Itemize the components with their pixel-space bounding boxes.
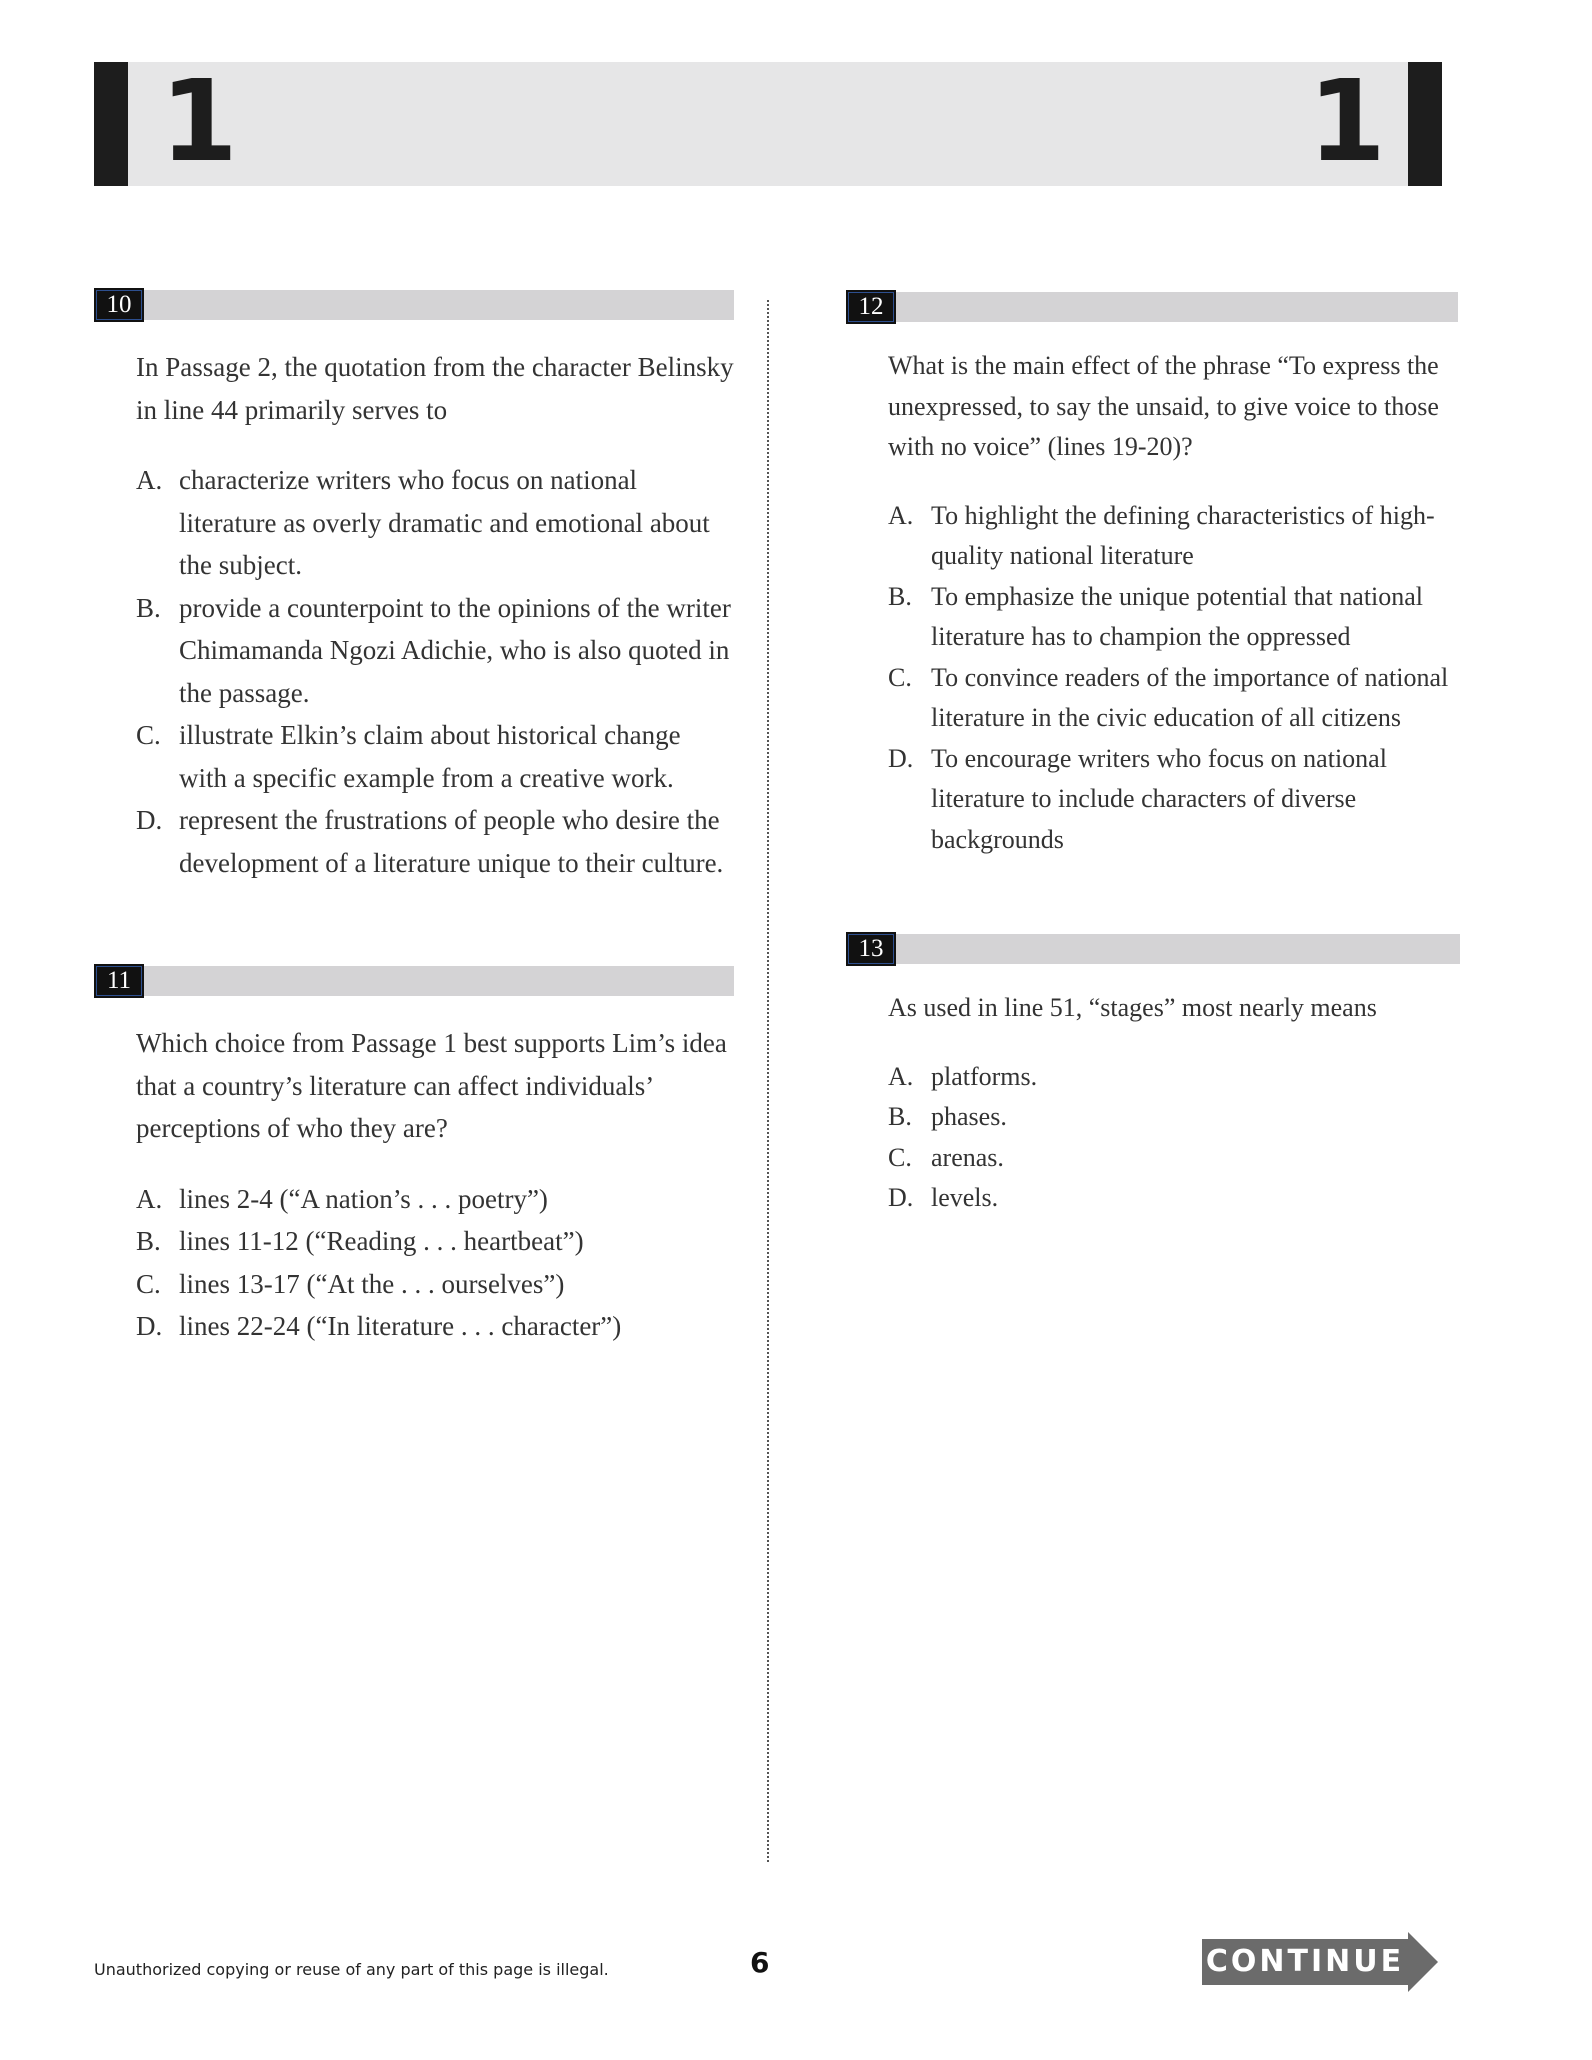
option-text: To encourage writers who focus on national literature to include characters of diverse backgrounds	[931, 743, 1387, 854]
copyright-notice: Unauthorized copying or reuse of any part of this page is illegal.	[94, 1960, 609, 1979]
answer-option-a[interactable]	[888, 1057, 1460, 1098]
question-header-bar	[94, 290, 734, 320]
answer-option-d[interactable]	[888, 739, 1458, 861]
option-text: phases.	[931, 1102, 1007, 1131]
question-header-bar	[846, 934, 1460, 964]
answer-option-b[interactable]	[136, 1220, 734, 1263]
option-letter: A.	[136, 1183, 163, 1214]
section-header-left-bar	[94, 62, 128, 186]
question-header	[846, 932, 1460, 964]
answer-option-b[interactable]	[888, 1097, 1460, 1138]
answer-option-c[interactable]	[136, 714, 734, 799]
option-letter: B.	[136, 592, 161, 623]
option-letter: D.	[888, 743, 914, 773]
question-header	[94, 288, 734, 320]
option-letter: B.	[136, 1226, 161, 1256]
option-letter: C.	[136, 1268, 161, 1299]
section-header-right-bar	[1408, 62, 1442, 186]
column-divider	[767, 300, 769, 1862]
option-letter: C.	[136, 720, 161, 750]
answer-option-d[interactable]	[888, 1178, 1460, 1219]
option-text: platforms.	[931, 1061, 1038, 1091]
answer-option-b[interactable]	[136, 587, 734, 715]
option-text: represent the frustrations of people who desire the development of a literature unique to their culture.	[179, 805, 724, 878]
question-number: 13	[846, 932, 896, 966]
question-stem: What is the main effect of the phrase “To express the unexpressed, to say the unsaid, to give voice to those with no voice” (lines 19-20)?	[888, 351, 1439, 461]
question-number: 10	[94, 288, 144, 322]
question-10	[94, 288, 734, 884]
answer-option-a[interactable]	[136, 459, 734, 587]
answer-option-c[interactable]	[888, 658, 1458, 739]
option-letter: B.	[888, 581, 912, 611]
option-letter: A.	[888, 1061, 914, 1091]
option-text: lines 11-12 (“Reading . . . heartbeat”)	[179, 1226, 584, 1256]
option-letter: D.	[888, 1183, 914, 1212]
question-stem: As used in line 51, “stages” most nearly means	[888, 993, 1377, 1022]
section-header-band	[94, 57, 1442, 187]
answer-option-c[interactable]	[888, 1138, 1460, 1179]
question-stem: In Passage 2, the quotation from the character Belinsky in line 44 primarily serves to	[136, 352, 734, 425]
option-text: illustrate Elkin’s claim about historical change with a specific example from a creative work.	[179, 720, 681, 793]
question-header	[846, 290, 1458, 322]
question-header-bar	[846, 292, 1458, 322]
question-stem: Which choice from Passage 1 best supports Lim’s idea that a country’s literature can affect individuals’ perceptions of who they are?	[136, 1028, 727, 1143]
continue-button[interactable]	[1202, 1932, 1438, 1992]
option-letter: C.	[888, 662, 912, 692]
option-text: lines 13-17 (“At the . . . ourselves”)	[179, 1268, 565, 1299]
answer-option-b[interactable]	[888, 577, 1458, 658]
option-letter: D.	[136, 805, 163, 835]
question-12	[846, 290, 1458, 860]
continue-label: CONTINUE	[1205, 1944, 1405, 1979]
answer-options	[888, 1057, 1460, 1219]
answer-option-a[interactable]	[888, 496, 1458, 577]
question-number: 11	[94, 964, 144, 998]
option-text: lines 22-24 (“In literature . . . character”)	[179, 1311, 622, 1341]
option-letter: A.	[136, 465, 163, 495]
option-text: lines 2-4 (“A nation’s . . . poetry”)	[179, 1183, 548, 1214]
question-13	[846, 932, 1460, 1219]
question-11	[94, 964, 734, 1348]
question-header	[94, 964, 734, 996]
answer-option-c[interactable]	[136, 1263, 734, 1306]
page-number: 6	[750, 1946, 770, 1979]
option-letter: C.	[888, 1142, 912, 1172]
option-text: To convince readers of the importance of national literature in the civic education of all citizens	[931, 662, 1449, 732]
answer-options	[888, 496, 1458, 861]
option-letter: B.	[888, 1102, 912, 1131]
section-number-left: 1	[160, 57, 238, 187]
question-number: 12	[846, 290, 896, 324]
option-letter: D.	[136, 1311, 163, 1341]
option-text: provide a counterpoint to the opinions of the writer Chimamanda Ngozi Adichie, who is also quoted in the passage.	[179, 592, 731, 708]
answer-options	[136, 1178, 734, 1348]
answer-option-d[interactable]	[136, 1305, 734, 1348]
answer-option-a[interactable]	[136, 1178, 734, 1221]
option-text: arenas.	[931, 1142, 1004, 1172]
answer-option-d[interactable]	[136, 799, 734, 884]
option-letter: A.	[888, 500, 914, 530]
option-text: To emphasize the unique potential that national literature has to champion the oppressed	[931, 581, 1424, 651]
option-text: To highlight the defining characteristics of high-quality national literature	[931, 500, 1435, 570]
option-text: characterize writers who focus on national literature as overly dramatic and emotional about the subject.	[179, 465, 710, 580]
answer-options	[136, 459, 734, 884]
question-header-bar	[94, 966, 734, 996]
section-number-right: 1	[1308, 57, 1386, 187]
option-text: levels.	[931, 1183, 999, 1212]
